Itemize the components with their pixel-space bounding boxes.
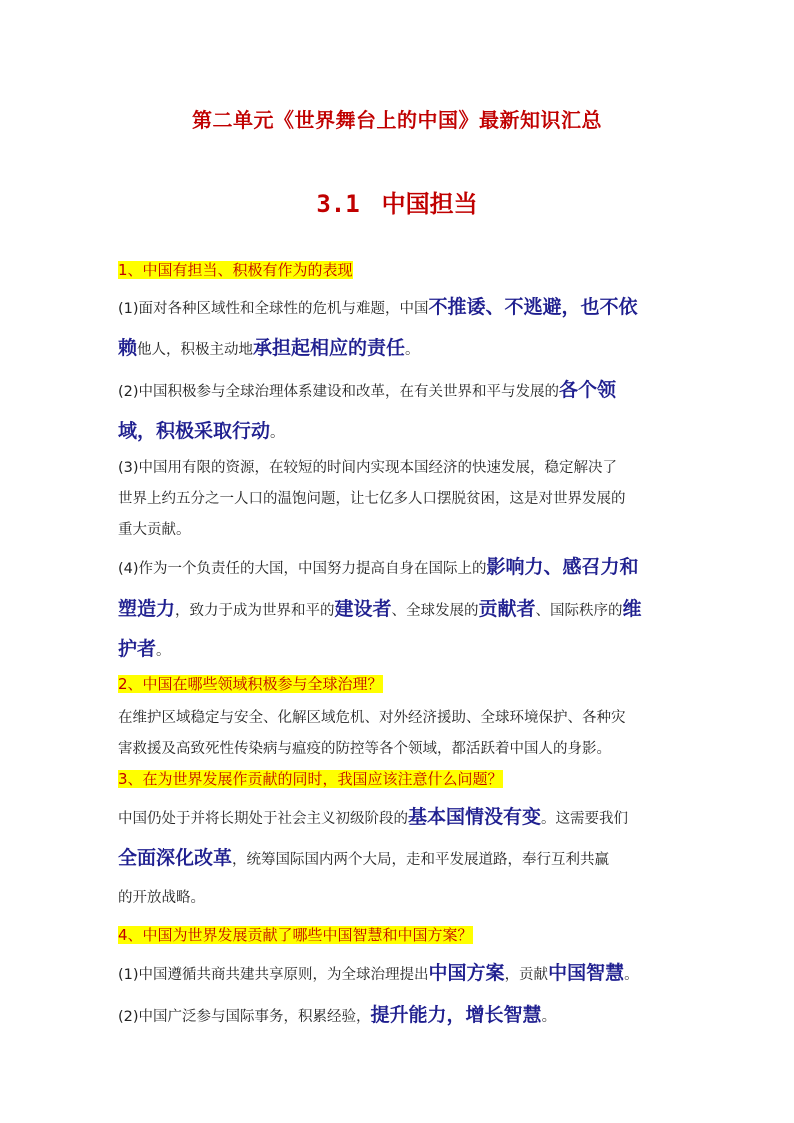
q1-p4-text-b: ，致力于成为世界和平的 bbox=[175, 603, 335, 619]
q1-p4-keyword-3: 建设者 bbox=[334, 598, 392, 620]
q3-text-a: 中国仍处于并将长期处于社会主义初级阶段的 bbox=[118, 811, 408, 827]
document-title: 第二单元《世界舞台上的中国》最新知识汇总 bbox=[192, 108, 602, 132]
q2-line2: 害救援及高致死性传染病与瘟疫的防控等各个领域，都活跃着中国人的身影。 bbox=[118, 741, 611, 757]
q4-p2-line bbox=[118, 1000, 556, 1027]
q1-p2-keyword-1: 各个领 bbox=[559, 379, 617, 401]
q3-keyword-1: 基本国情没有变 bbox=[408, 806, 542, 828]
question-1-heading-text: 1、中国有担当、积极有作为的表现 bbox=[118, 261, 353, 279]
q1-p3-line3: 重大贡献。 bbox=[118, 522, 191, 538]
q1-p1-text-a: (1)面对各种区域性和全球性的危机与难题，中国 bbox=[118, 301, 429, 317]
q4-p2-keyword-1: 提升能力，增长智慧 bbox=[370, 1004, 542, 1026]
q3-line1 bbox=[118, 802, 628, 829]
q4-p1-keyword-1: 中国方案 bbox=[428, 962, 505, 984]
q1-p4-keyword-6: 护者 bbox=[118, 638, 157, 660]
q1-p4-keyword-4: 贡献者 bbox=[478, 598, 536, 620]
q1-p1-keyword-2: 赖 bbox=[118, 337, 138, 359]
question-2-heading-text: 2、中国在哪些领域积极参与全球治理？ bbox=[118, 675, 383, 693]
q4-p1-text-b: ，贡献 bbox=[504, 967, 549, 983]
q1-p4-line2 bbox=[118, 594, 642, 621]
q1-p4-line3 bbox=[118, 634, 171, 661]
q1-p4-keyword-5: 维 bbox=[622, 598, 642, 620]
q1-p4-line1 bbox=[118, 552, 639, 579]
q1-p4-text-e: 。 bbox=[156, 643, 171, 659]
q1-p2-text-a: (2)中国积极参与全球治理体系建设和改革，在有关世界和平与发展的 bbox=[118, 384, 560, 400]
q1-p4-text-d: 、国际秩序的 bbox=[535, 603, 623, 619]
question-4-heading-text: 4、中国为世界发展贡献了哪些中国智慧和中国方案？ bbox=[118, 926, 473, 944]
q1-p2-text-c: 。 bbox=[270, 425, 285, 441]
q1-p1-keyword-1: 不推诿、不逃避，也不依 bbox=[428, 296, 638, 318]
q1-p4-keyword-1: 影响力、感召力和 bbox=[486, 556, 639, 578]
q1-p1-text-c: 。 bbox=[405, 342, 420, 358]
q3-text-c: ，统筹国际国内两个大局，走和平发展道路，奉行互利共赢 bbox=[232, 852, 610, 868]
q4-p1-text-a: (1)中国遵循共商共建共享原则，为全球治理提出 bbox=[118, 967, 429, 983]
q4-p2-text-a: (2)中国广泛参与国际事务，积累经验， bbox=[118, 1009, 371, 1025]
q3-line2 bbox=[118, 843, 609, 870]
section-heading bbox=[0, 184, 794, 219]
q1-p1-keyword-3: 承担起相应的责任 bbox=[253, 337, 406, 359]
question-4-heading bbox=[118, 924, 473, 946]
q1-p1-text-b: 他人，积极主动地 bbox=[137, 342, 254, 358]
q1-p4-text-c: 、全球发展的 bbox=[391, 603, 479, 619]
section-title-text: 中国担当 bbox=[381, 190, 478, 218]
q4-p2-text-c: 。 bbox=[541, 1009, 557, 1025]
question-3-heading-text: 3、在为世界发展作贡献的同时，我国应该注意什么问题？ bbox=[118, 770, 503, 788]
q1-p2-line2 bbox=[118, 416, 285, 443]
q4-p1-line bbox=[118, 958, 639, 985]
q4-p1-keyword-2: 中国智慧 bbox=[548, 962, 625, 984]
q1-p1-line2 bbox=[118, 333, 420, 360]
question-3-heading bbox=[118, 768, 503, 790]
q1-p3-line1: (3)中国用有限的资源，在较短的时间内实现本国经济的快速发展，稳定解决了 bbox=[118, 460, 618, 476]
q2-line1: 在维护区域稳定与安全、化解区域危机、对外经济援助、全球环境保护、各种灾 bbox=[118, 710, 626, 726]
q1-p2-line1 bbox=[118, 375, 616, 402]
q4-p1-text-c: 。 bbox=[624, 967, 639, 983]
q3-text-b: 。这需要我们 bbox=[541, 811, 629, 827]
q1-p4-keyword-2: 塑造力 bbox=[118, 598, 176, 620]
q1-p2-keyword-2: 域，积极采取行动 bbox=[118, 420, 271, 442]
q1-p4-text-a: (4)作为一个负责任的大国，中国努力提高自身在国际上的 bbox=[118, 561, 487, 577]
q3-line3: 的开放战略。 bbox=[118, 890, 205, 906]
question-1-heading bbox=[118, 259, 353, 281]
q1-p1-line1 bbox=[118, 292, 638, 319]
q3-keyword-2: 全面深化改革 bbox=[118, 847, 233, 869]
q1-p3-line2: 世界上约五分之一人口的温饱问题，让七亿多人口摆脱贫困，这是对世界发展的 bbox=[118, 491, 626, 507]
section-number: 3.1 bbox=[316, 190, 360, 218]
question-2-heading bbox=[118, 673, 383, 695]
